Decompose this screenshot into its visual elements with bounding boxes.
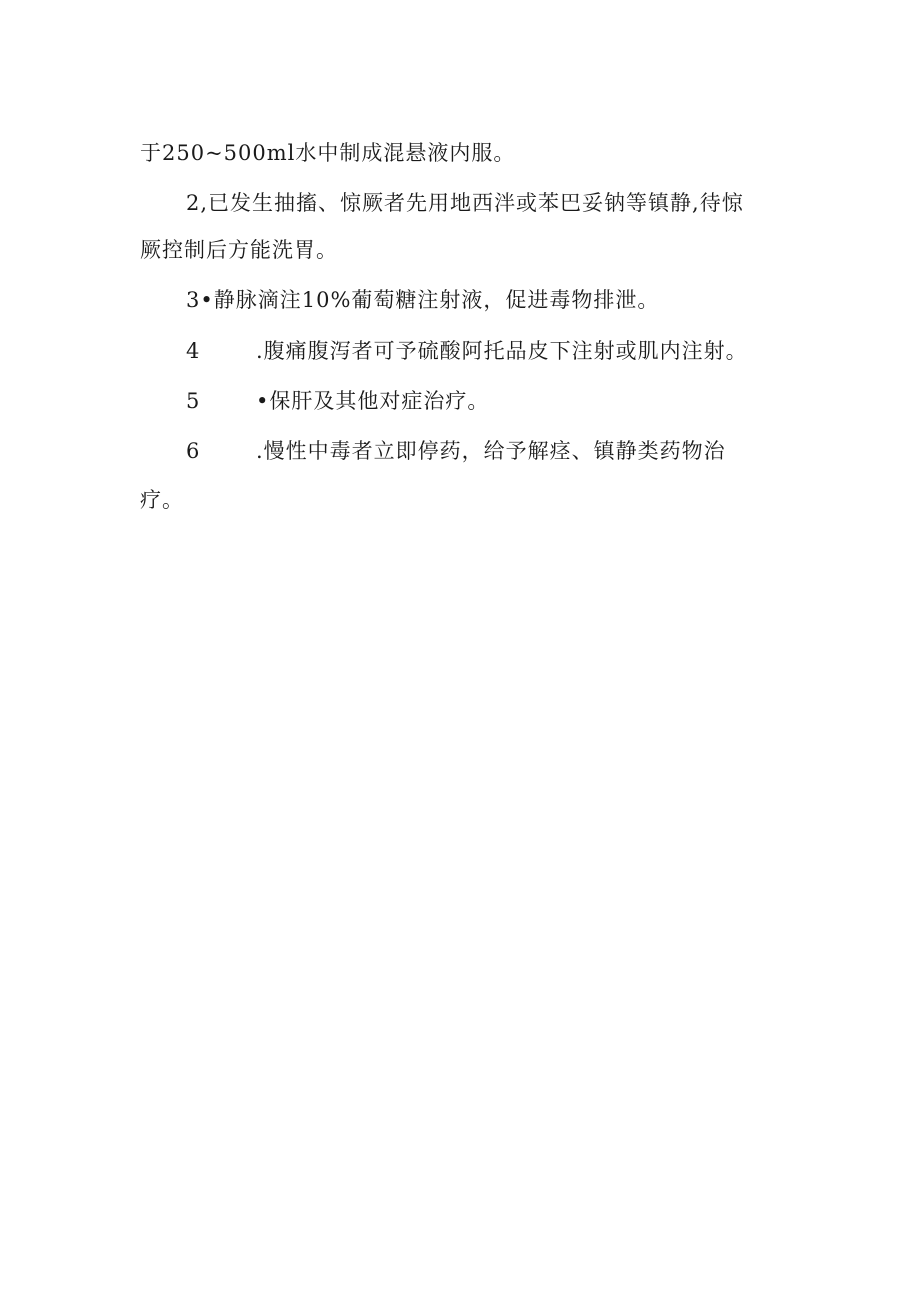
text-line-2: 2,已发生抽搐、惊厥者先用地西泮或苯巴妥钠等镇静,待惊 [186,191,744,215]
text-line-7 [186,437,726,465]
list-number-4: 4 [186,339,201,363]
list-text-4: .腹痛腹泻者可予硫酸阿托品皮下注射或肌内注射。 [256,339,748,363]
list-text-6: .慢性中毒者立即停药，给予解痉、镇静类药物治 [256,439,726,463]
text-line-4: 3•静脉滴注10%葡萄糖注射液，促进毒物排泄。 [186,288,660,312]
text-line-3: 厥控制后方能洗胃。 [140,238,338,262]
text-line-8: 疗。 [140,488,184,512]
text-line-5 [186,337,748,365]
list-text-5: •保肝及其他对症治疗。 [256,389,490,413]
text-line-1: 于250~500ml水中制成混悬液内服。 [140,141,516,165]
list-number-5: 5 [186,389,201,413]
text-line-6 [186,387,489,415]
list-number-6: 6 [186,439,201,463]
